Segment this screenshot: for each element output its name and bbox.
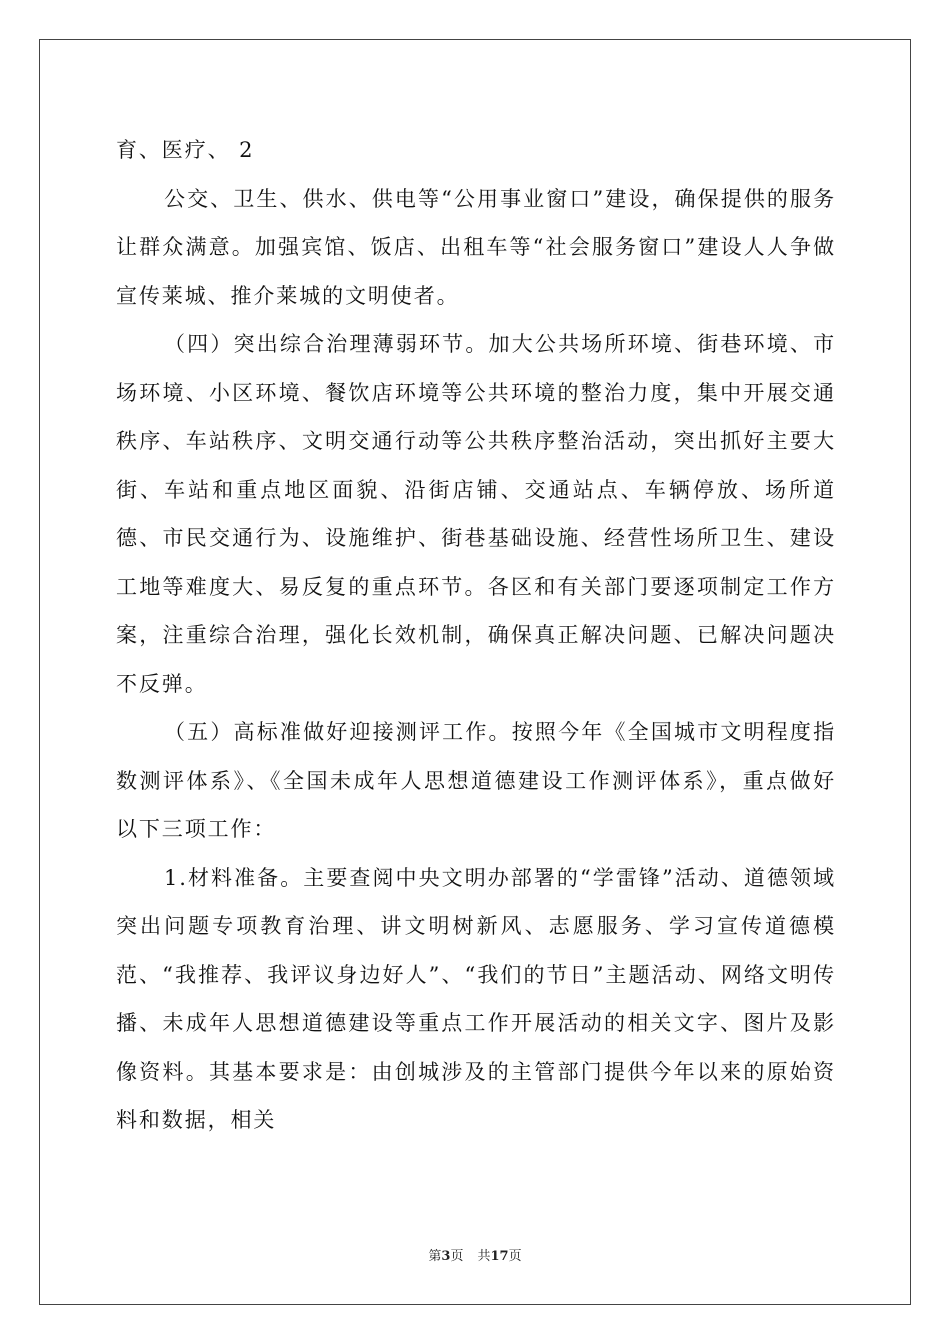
page-footer [0, 1245, 950, 1264]
document-body [116, 126, 836, 1145]
total-prefix: 共 [477, 1249, 491, 1264]
paragraph-continuation: 育、医疗、 2 [116, 138, 255, 162]
paragraph-material-prep: 1.材料准备。主要查阅中央文明办部署的“学雷锋”活动、道德领域突出问题专项教育治理、讲文明树新风、志愿服务、学习宣传道德模范、“我推荐、我评议身边好人”、“我们的节日”主题活动、网络文明传播、未成年人思想道德建设等重点工作开展活动的相关文字、图片及影像资料。其基本要求是：由创城涉及的主管部门提供今年以来的原始资料和数据，相关 [116, 865, 836, 1132]
paragraph-public-utility: 公交、卫生、供水、供电等“公用事业窗口”建设，确保提供的服务让群众满意。加强宾馆、饭店、出租车等“社会服务窗口”建设人人争做宣传莱城、推介莱城的文明使者。 [116, 186, 836, 308]
paragraph-section-five: （五）高标准做好迎接测评工作。按照今年《全国城市文明程度指数测评体系》、《全国未成年人思想道德建设工作测评体系》，重点做好以下三项工作： [116, 720, 836, 841]
page-prefix: 第 [428, 1249, 442, 1264]
paragraph-section-four: （四）突出综合治理薄弱环节。加大公共场所环境、街巷环境、市场环境、小区环境、餐饮店环境等公共环境的整治力度，集中开展交通秩序、车站秩序、文明交通行动等公共秩序整治活动，突出抓好主要大街、车站和重点地区面貌、沿街店铺、交通站点、车辆停放、场所道德、市民交通行为、设施维护、街巷基础设施、经营性场所卫生、建设工地等难度大、易反复的重点环节。各区和有关部门要逐项制定工作方案，注重综合治理，强化长效机制，确保真正解决问题、已解决问题决不反弹。 [116, 332, 836, 696]
page-current: 3 [441, 1249, 451, 1264]
page-unit: 页 [450, 1249, 464, 1264]
total-unit: 页 [508, 1249, 522, 1264]
page-total: 17 [490, 1249, 509, 1264]
